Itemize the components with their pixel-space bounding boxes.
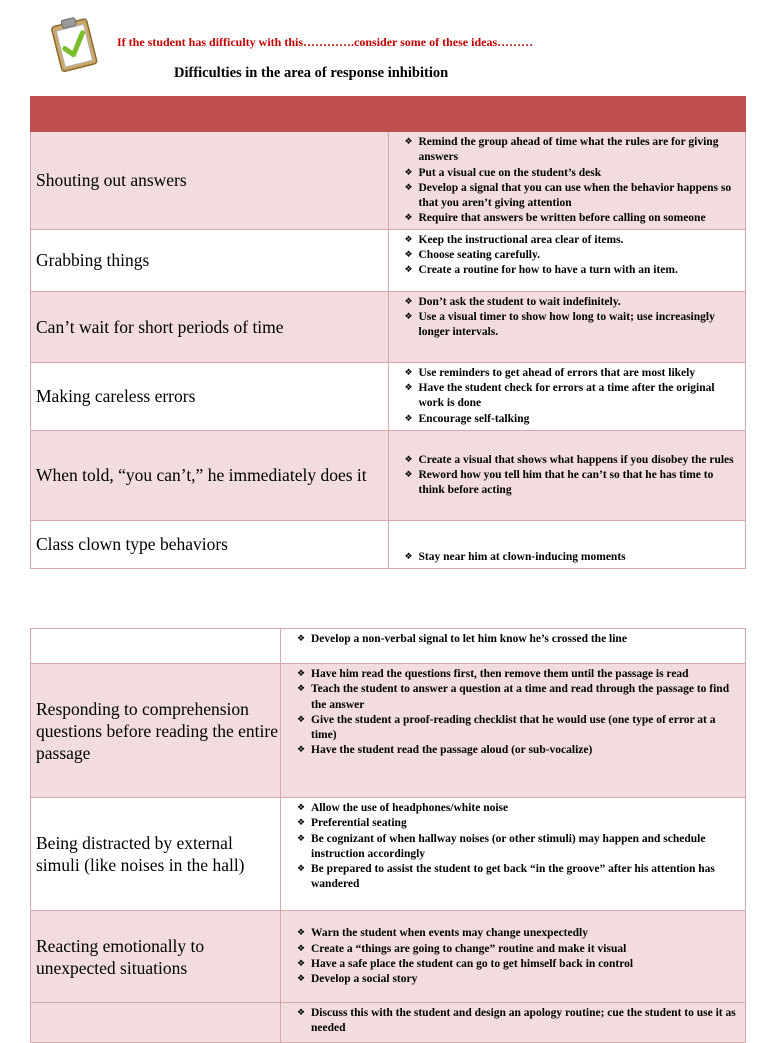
difficulty-cell: Can’t wait for short periods of time xyxy=(31,291,389,362)
header-prompt: If the student has difficulty with this………….consider some of these ideas……… xyxy=(117,35,534,49)
ideas-cell xyxy=(281,629,746,664)
ideas-cell xyxy=(388,291,746,362)
page-subtitle: Difficulties in the area of response inhibition xyxy=(174,65,449,81)
table-row xyxy=(31,430,746,520)
ideas-cell xyxy=(388,132,746,230)
table-row xyxy=(31,362,746,430)
table-row xyxy=(31,911,746,1003)
list-item: ❖ Have a safe place the student can go to get himself back in control xyxy=(297,957,741,972)
difficulty-cell: Making careless errors xyxy=(31,362,389,430)
table-row xyxy=(31,664,746,798)
difficulty-cell: Class clown type behaviors xyxy=(31,520,389,568)
list-item: ❖ Be prepared to assist the student to get back “in the groove” after his attention has wandered xyxy=(297,862,741,893)
ideas-cell xyxy=(388,430,746,520)
ideas-cell xyxy=(281,664,746,798)
list-item: ❖ Encourage self-talking xyxy=(405,412,742,427)
list-item: ❖ Develop a social story xyxy=(297,972,741,987)
list-item: ❖ Stay near him at clown-inducing moments xyxy=(405,550,742,565)
list-item: ❖ Have the student read the passage aloud (or sub-vocalize) xyxy=(297,743,741,758)
table-row xyxy=(31,132,746,230)
list-item: ❖ Use a visual timer to show how long to wait; use increasingly longer intervals. xyxy=(405,310,742,341)
table-row xyxy=(31,520,746,568)
list-item: ❖ Choose seating carefully. xyxy=(405,248,742,263)
ideas-cell xyxy=(388,520,746,568)
ideas-cell xyxy=(281,911,746,1003)
list-item: ❖ Discuss this with the student and design an apology routine; cue the student to use it as needed xyxy=(297,1006,741,1037)
table-row xyxy=(31,229,746,291)
list-item: ❖ Allow the use of headphones/white noise xyxy=(297,801,741,816)
ideas-cell xyxy=(388,229,746,291)
list-item: ❖ Keep the instructional area clear of items. xyxy=(405,233,742,248)
list-item: ❖ Put a visual cue on the student’s desk xyxy=(405,166,742,181)
list-item: ❖ Use reminders to get ahead of errors that are most likely xyxy=(405,366,742,381)
ideas-cell xyxy=(281,798,746,911)
list-item: ❖ Create a routine for how to have a turn with an item. xyxy=(405,263,742,278)
strategies-table-1 xyxy=(30,96,746,569)
list-item: ❖ Have him read the questions first, then remove them until the passage is read xyxy=(297,667,741,682)
list-item: ❖ Develop a non-verbal signal to let him know he’s crossed the line xyxy=(297,632,741,647)
list-item: ❖ Create a “things are going to change” routine and make it visual xyxy=(297,942,741,957)
difficulty-cell: Shouting out answers xyxy=(31,132,389,230)
list-item: ❖ Require that answers be written before calling on someone xyxy=(405,211,742,226)
difficulty-cell: When told, “you can’t,” he immediately does it xyxy=(31,430,389,520)
table-row xyxy=(31,798,746,911)
difficulty-cell: Grabbing things xyxy=(31,229,389,291)
table-header-bar xyxy=(31,97,746,132)
list-item: ❖ Preferential seating xyxy=(297,816,741,831)
list-item: ❖ Remind the group ahead of time what the rules are for giving answers xyxy=(405,135,742,166)
difficulty-cell: Responding to comprehension questions before reading the entire passage xyxy=(31,664,281,798)
difficulty-cell: Being distracted by external simuli (like noises in the hall) xyxy=(31,798,281,911)
list-item: ❖ Develop a signal that you can use when the behavior happens so that you aren’t giving attention xyxy=(405,181,742,212)
list-item: ❖ Teach the student to answer a question at a time and read through the passage to find the answer xyxy=(297,682,741,713)
list-item: ❖ Be cognizant of when hallway noises (or other stimuli) may happen and schedule instruction accordingly xyxy=(297,832,741,863)
list-item: ❖ Create a visual that shows what happens if you disobey the rules xyxy=(405,453,742,468)
list-item: ❖ Have the student check for errors at a time after the original work is done xyxy=(405,381,742,412)
difficulty-cell xyxy=(31,629,281,664)
ideas-cell xyxy=(388,362,746,430)
strategies-table-2 xyxy=(30,628,746,1043)
list-item: ❖ Give the student a proof-reading checklist that he would use (one type of error at a time) xyxy=(297,713,741,744)
difficulty-cell: Reacting emotionally to unexpected situations xyxy=(31,911,281,1003)
list-item: ❖ Don’t ask the student to wait indefinitely. xyxy=(405,295,742,310)
table-row xyxy=(31,1003,746,1043)
list-item: ❖ Warn the student when events may change unexpectedly xyxy=(297,926,741,941)
clipboard-checkmark-icon xyxy=(44,14,106,74)
difficulty-cell xyxy=(31,1003,281,1043)
table-row xyxy=(31,291,746,362)
table-row xyxy=(31,629,746,664)
list-item: ❖ Reword how you tell him that he can’t so that he has time to think before acting xyxy=(405,468,742,499)
ideas-cell xyxy=(281,1003,746,1043)
